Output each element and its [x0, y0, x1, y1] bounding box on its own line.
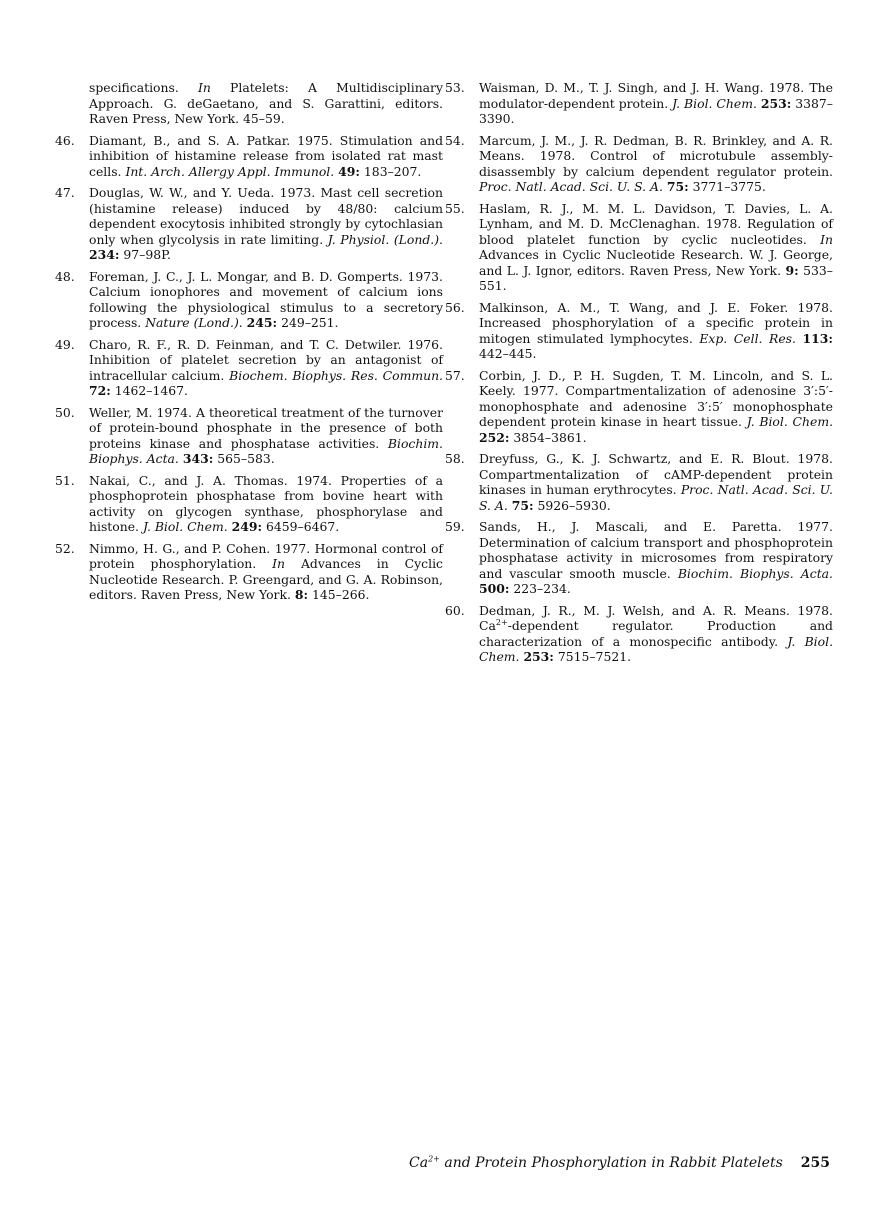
reference-entry	[55, 405, 443, 467]
reference-italic-text: Biochim. Biophys. Acta.	[89, 435, 443, 466]
reference-volume: 500:	[479, 581, 510, 596]
reference-number: 53.	[445, 80, 465, 95]
reference-text: 3387–3390.	[479, 95, 833, 126]
reference-entry	[445, 133, 833, 195]
reference-text: 6459–6467.	[262, 519, 340, 534]
reference-italic-text: Biochem. Biophys. Res. Commun.	[229, 367, 443, 383]
running-footer	[360, 1155, 830, 1171]
reference-italic-text: J. Biol. Chem.	[142, 519, 228, 534]
reference-text: 97–98P.	[119, 247, 171, 262]
reference-italic-text: In	[820, 231, 833, 247]
reference-entry	[55, 269, 443, 331]
reference-volume: 234:	[89, 247, 120, 262]
reference-text: 145–266.	[308, 587, 370, 602]
reference-text: Nakai, C., and J. A. Thomas. 1974. Properties of a phosphoprotein phosphatase from bovine heart with activity on glycogen synthase, phosphorylase and histone.	[89, 472, 443, 534]
reference-volume: 343:	[182, 451, 214, 466]
reference-italic-text: Proc. Natl. Acad. Sci. U. S. A.	[479, 482, 833, 513]
reference-entry	[445, 519, 833, 597]
reference-volume: 75:	[511, 497, 534, 513]
reference-volume: 9:	[785, 262, 799, 278]
reference-text: 565–583.	[213, 451, 275, 466]
reference-volume: 75:	[666, 179, 689, 194]
reference-entry	[55, 473, 443, 535]
reference-number: 50.	[55, 404, 75, 420]
reference-italic-text: Biochim. Biophys. Acta.	[677, 565, 833, 581]
reference-entry	[55, 80, 443, 127]
reference-text: 249–251.	[277, 315, 339, 330]
reference-number: 51.	[55, 472, 75, 488]
reference-number: 58.	[445, 451, 465, 466]
references-left-column	[55, 80, 443, 609]
reference-text: Corbin, J. D., P. H. Sugden, T. M. Lincoln, and S. L. Keely. 1977. Compartmentalization of adenosine 3′:5′-monophosphate and adenosine 3′:5′ monophosphate dependent protein kinase in heart tissue.	[479, 367, 833, 429]
reference-volume: 253:	[760, 95, 792, 111]
reference-text: Platelets: A Multidisciplinary Approach. G. deGaetano, and S. Garattini, editors. Raven Press, New York. 45–59.	[89, 80, 443, 126]
reference-text: Charo, R. F., R. D. Feinman, and T. C. Detwiler. 1976. Inhibition of platelet secretion by an antagonist of intracellular calcium.	[89, 336, 443, 383]
reference-number: 57.	[445, 367, 465, 383]
reference-volume: 49:	[338, 163, 360, 179]
reference-text: Nimmo, H. G., and P. Cohen. 1977. Hormonal control of protein phosphorylation.	[89, 540, 443, 571]
reference-text: Marcum, J. M., J. R. Dedman, B. R. Brinkley, and A. R. Means. 1978. Control of microtubule assembly-disassembly by calcium dependent regulator protein.	[479, 132, 833, 179]
running-title-rest: and Protein Phosphorylation in Rabbit Platelets	[439, 1155, 783, 1171]
reference-italic-text: In	[197, 80, 211, 95]
reference-text: 442–445.	[479, 346, 537, 361]
reference-italic-text: J. Biol. Chem.	[479, 633, 834, 664]
reference-italic-text: J. Biol. Chem.	[672, 95, 757, 111]
reference-number: 60.	[445, 602, 465, 618]
reference-number: 48.	[55, 268, 75, 284]
reference-number: 59.	[445, 519, 465, 534]
reference-italic-text: J. Biol. Chem.	[746, 414, 834, 429]
reference-entry	[55, 185, 443, 263]
reference-italic-text: Proc. Natl. Acad. Sci. U. S. A.	[479, 179, 663, 194]
running-title	[409, 1155, 783, 1171]
reference-entry	[445, 368, 833, 446]
reference-text: 533–551.	[479, 262, 833, 293]
reference-text: 5926–5930.	[533, 497, 611, 513]
reference-text: Haslam, R. J., M. M. L. Davidson, T. Davies, L. A. Lynham, and M. D. McClenaghan. 1978. Regulation of blood platelet function by cyclic nucleotides.	[479, 200, 833, 247]
reference-text: 2+	[495, 617, 508, 627]
reference-entry	[445, 300, 833, 362]
reference-text: specifications.	[89, 80, 198, 95]
reference-text: 183–207.	[359, 163, 422, 179]
reference-text: 3771–3775.	[688, 179, 766, 194]
reference-italic-text: Nature (Lond.).	[145, 315, 243, 330]
reference-volume: 249:	[231, 519, 263, 534]
reference-italic-text: Exp. Cell. Res.	[699, 330, 796, 346]
reference-number: 52.	[55, 540, 75, 556]
reference-volume: 252:	[479, 429, 510, 445]
reference-entry	[55, 133, 443, 180]
reference-text: Sands, H., J. Mascali, and E. Paretta. 1977. Determination of calcium transport and phosphoprotein phosphatase activity in microsomes from respiratory and vascular smooth muscle.	[479, 519, 833, 581]
reference-italic-text: J. Physiol. (Lond.).	[327, 231, 443, 247]
reference-entry	[445, 451, 833, 513]
reference-number: 54.	[445, 132, 465, 148]
reference-number: 56.	[445, 299, 465, 315]
reference-volume: 245:	[246, 315, 278, 330]
reference-volume: 8:	[294, 587, 309, 602]
reference-entry	[445, 80, 833, 127]
reference-text: Douglas, W. W., and Y. Ueda. 1973. Mast cell secretion (histamine release) induced by 48/80: calcium dependent exocytosis inhibited strongly by cytochlasian only when glycolysis in rate limiting.	[89, 185, 443, 247]
reference-entry	[445, 201, 833, 294]
reference-entry	[55, 541, 443, 603]
reference-text: Waisman, D. M., T. J. Singh, and J. H. Wang. 1978. The modulator-dependent protein.	[479, 80, 833, 111]
reference-entry	[445, 603, 833, 665]
reference-number: 46.	[55, 132, 75, 148]
reference-number: 49.	[55, 336, 75, 352]
reference-volume: 253:	[523, 649, 554, 664]
reference-text: 223–234.	[509, 581, 571, 596]
reference-number: 55.	[445, 200, 465, 216]
reference-entry	[55, 337, 443, 399]
reference-text: Dreyfuss, G., K. J. Schwartz, and E. R. Blout. 1978. Compartmentalization of cAMP-dependent protein kinases in human erythrocytes.	[479, 451, 833, 497]
reference-text: Advances in Cyclic Nucleotide Research. W. J. George, and L. J. Ignor, editors. Raven Press, New York.	[479, 247, 833, 278]
reference-text: 1462–1467.	[110, 383, 188, 398]
reference-volume: 72:	[89, 383, 111, 398]
reference-text: -dependent regulator. Production and characterization of a monospecific antibody.	[479, 618, 833, 649]
reference-text: 3854–3861.	[509, 429, 587, 445]
reference-text: Diamant, B., and S. A. Patkar. 1975. Stimulation and inhibition of histamine release from isolated rat mast cells.	[89, 132, 443, 179]
running-title-prefix: Ca	[409, 1155, 429, 1171]
reference-text: Dedman, J. R., M. J. Welsh, and A. R. Means. 1978. Ca	[479, 602, 833, 633]
reference-number: 47.	[55, 185, 75, 200]
reference-text: 7515–7521.	[553, 649, 632, 664]
running-title-sup: 2+	[428, 1154, 440, 1164]
reference-text: Advances in Cyclic Nucleotide Research. P. Greengard, and G. A. Robinson, editors. Raven Press, New York.	[89, 556, 443, 602]
reference-text: Malkinson, A. M., T. Wang, and J. E. Foker. 1978. Increased phosphorylation of a specific protein in mitogen stimulated lymphocytes.	[479, 299, 833, 346]
reference-volume: 113:	[802, 330, 833, 346]
reference-text: Foreman, J. C., J. L. Mongar, and B. D. Gomperts. 1973. Calcium ionophores and movement of calcium ions following the physiological stimulus to a secretory process.	[89, 268, 443, 330]
reference-italic-text: In	[272, 556, 286, 571]
page-number: 255	[800, 1155, 830, 1171]
references-right-column	[445, 80, 833, 671]
reference-text: Weller, M. 1974. A theoretical treatment of the turnover of protein-bound phosphate in the presence of both proteins kinase and phosphatase activities.	[89, 404, 443, 451]
reference-italic-text: Int. Arch. Allergy Appl. Immunol.	[125, 163, 335, 179]
